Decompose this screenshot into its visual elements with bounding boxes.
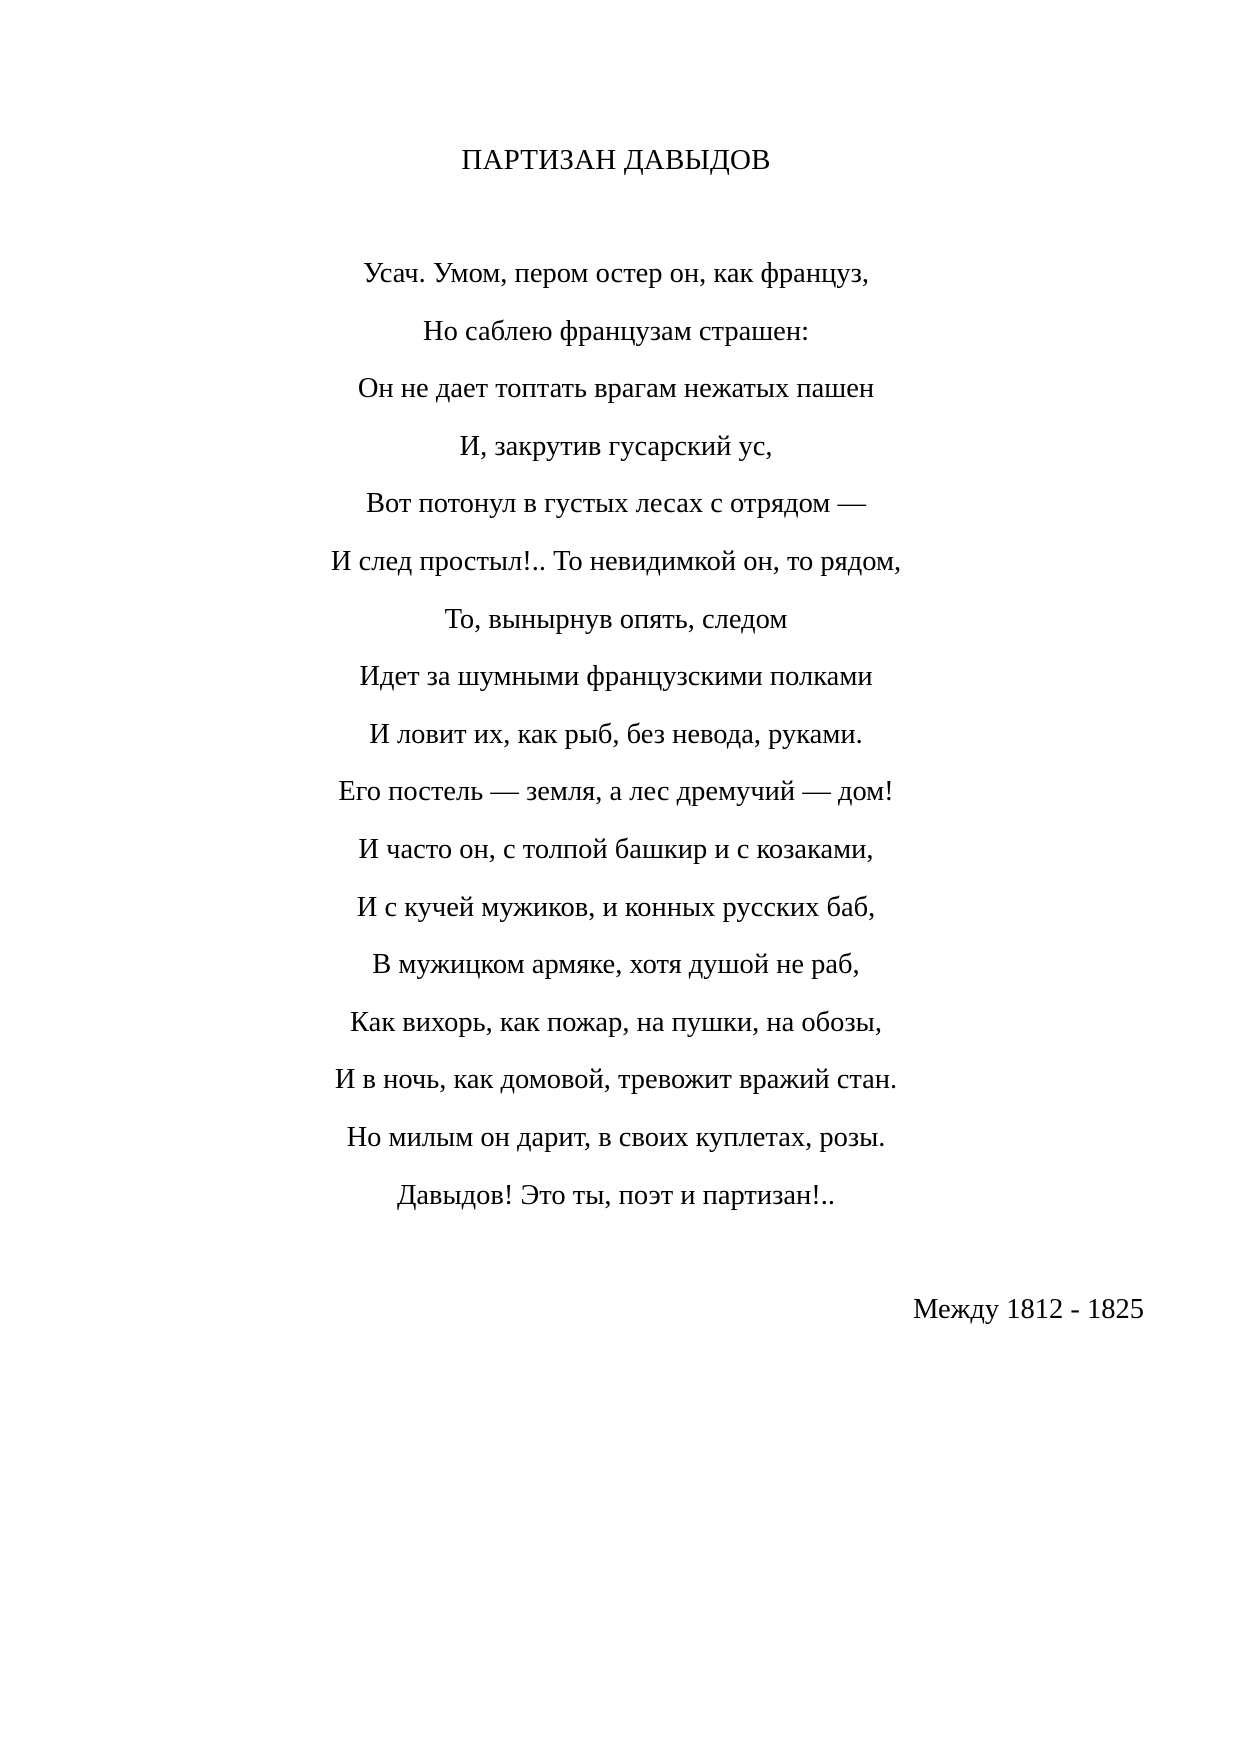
poem-title: ПАРТИЗАН ДАВЫДОВ bbox=[461, 144, 771, 176]
poem-line: Его постель — земля, а лес дремучий — дом! bbox=[338, 776, 894, 808]
poem-body bbox=[0, 256, 1232, 1235]
poem-line: Он не дает топтать врагам нежатых пашен bbox=[357, 373, 875, 405]
poem-line: То, вынырнув опять, следом bbox=[444, 603, 788, 635]
poem-line: Идет за шумными французскими полками bbox=[359, 661, 873, 693]
poem-line: Вот потонул в густых лесах с отрядом — bbox=[366, 488, 866, 520]
poem-line: И часто он, с толпой башкир и с козаками, bbox=[358, 833, 874, 865]
poem-line: И в ночь, как домовой, тревожит вражий стан. bbox=[334, 1064, 898, 1096]
poem-line: В мужицком армяке, хотя душой не раб, bbox=[372, 949, 860, 981]
poem-line: Как вихорь, как пожар, на пушки, на обозы, bbox=[350, 1006, 882, 1038]
poem-line: Но саблею французам страшен: bbox=[423, 315, 809, 347]
poem-line: И след простыл!.. То невидимкой он, то рядом, bbox=[330, 545, 902, 577]
poem-line: И ловит их, как рыб, без невода, руками. bbox=[369, 718, 863, 750]
poem-date: Между 1812 - 1825 bbox=[913, 1294, 1144, 1325]
poem-line: Усач. Умом, пером остер он, как француз, bbox=[363, 258, 869, 289]
poem-line: Но милым он дарит, в своих куплетах, розы. bbox=[346, 1121, 886, 1153]
poem-line: И с кучей мужиков, и конных русских баб, bbox=[356, 891, 876, 923]
poem-line: И, закрутив гусарский ус, bbox=[459, 430, 773, 462]
poem-line: Давыдов! Это ты, поэт и партизан!.. bbox=[396, 1179, 836, 1211]
